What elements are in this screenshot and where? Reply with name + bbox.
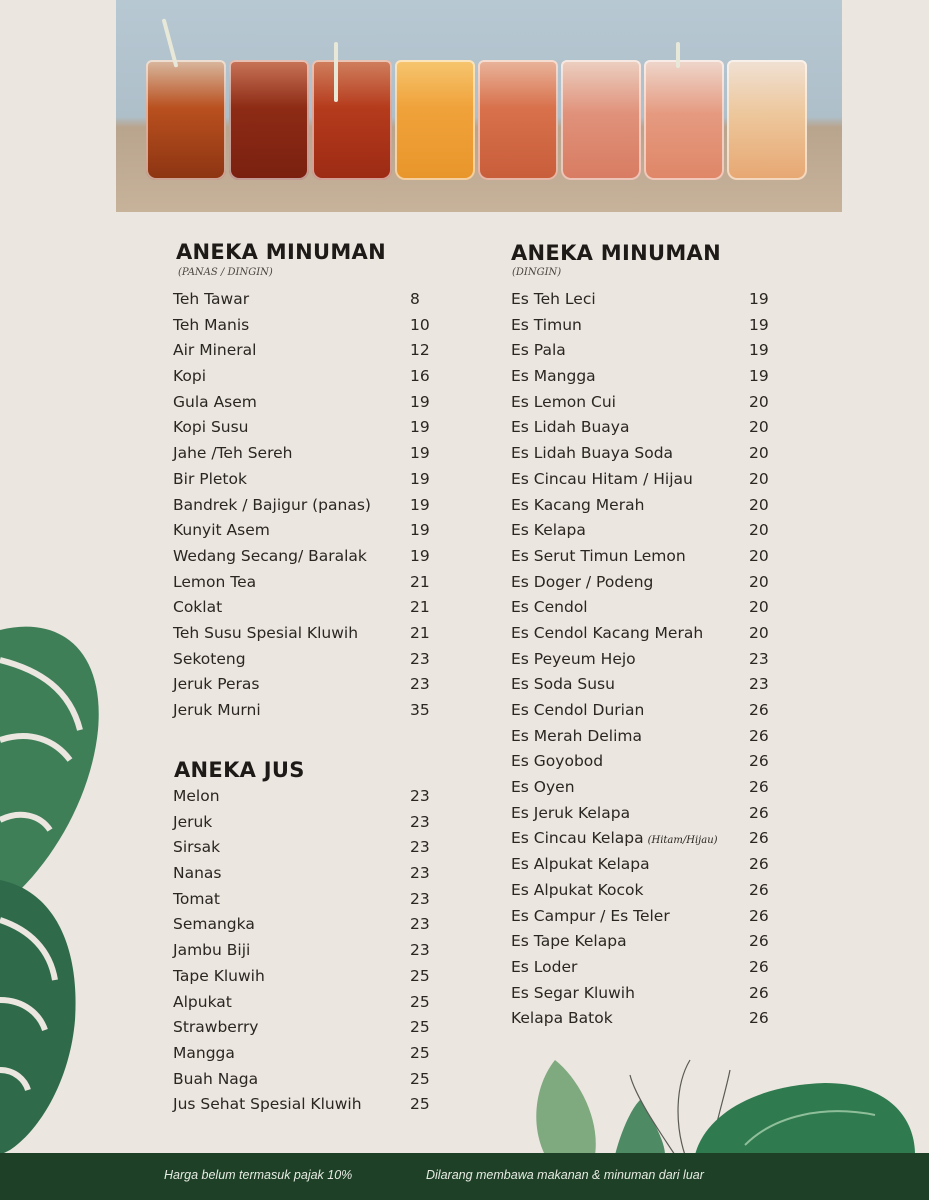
menu-item-name [173, 390, 257, 416]
menu-item-name [511, 441, 673, 467]
menu-item-name [511, 595, 588, 621]
menu-item [173, 441, 433, 467]
menu-item-name [173, 544, 367, 570]
menu-item [173, 1092, 433, 1118]
menu-item-name-text: Teh Susu Spesial Kluwih [173, 623, 359, 642]
menu-item-name [173, 698, 261, 724]
menu-item-price: 26 [749, 829, 769, 848]
menu-item-price: 21 [410, 623, 430, 642]
menu-item [511, 493, 776, 519]
menu-item-name-text: Jus Sehat Spesial Kluwih [173, 1095, 362, 1114]
menu-item-price: 25 [410, 1069, 430, 1088]
menu-item-price: 26 [749, 855, 769, 874]
glass-5 [478, 60, 558, 180]
menu-item-name [173, 912, 255, 938]
menu-item-name-text: Jahe /Teh Sereh [173, 444, 293, 463]
menu-item-name [511, 672, 615, 698]
menu-item [511, 647, 776, 673]
menu-item [511, 724, 776, 750]
menu-item-name [173, 647, 246, 673]
menu-item [173, 338, 433, 364]
menu-item [511, 621, 776, 647]
menu-item-price: 25 [410, 992, 430, 1011]
straw-2 [334, 42, 338, 102]
glass-4 [395, 60, 475, 180]
menu-item-price: 19 [410, 392, 430, 411]
menu-item [173, 544, 433, 570]
menu-item-price: 20 [749, 598, 769, 617]
menu-item-name-text: Es Jeruk Kelapa [511, 803, 631, 822]
menu-item-name-text: Es Lidah Buaya Soda [511, 444, 674, 463]
menu-item-name-text: Es Peyeum Hejo [511, 649, 636, 668]
menu-item [173, 964, 433, 990]
menu-item-price: 23 [410, 864, 430, 883]
menu-item-name-text: Es Soda Susu [511, 675, 615, 694]
footer-tax-note: Harga belum termasuk pajak 10% [164, 1168, 353, 1182]
glass-1 [146, 60, 226, 180]
menu-item-name-text: Sekoteng [173, 649, 246, 668]
menu-item-name-text: Es Segar Kluwih [511, 983, 635, 1002]
menu-item [173, 595, 433, 621]
menu-list-cold [511, 287, 776, 1032]
menu-item-name [173, 441, 292, 467]
menu-item-price: 20 [749, 392, 769, 411]
menu-item-name [173, 938, 250, 964]
section-subtitle-hot-cold: (PANAS / DINGIN) [178, 267, 273, 278]
menu-item-price: 23 [749, 649, 769, 668]
menu-item [511, 775, 776, 801]
menu-item-name [173, 861, 222, 887]
menu-item-name [511, 1006, 613, 1032]
menu-item-name-text: Mangga [173, 1043, 235, 1062]
menu-item-name-text: Es Kelapa [511, 521, 586, 540]
menu-item [511, 981, 776, 1007]
section-subtitle-cold: (DINGIN) [512, 267, 562, 278]
menu-item-name [173, 784, 220, 810]
menu-item [173, 364, 433, 390]
menu-item [511, 878, 776, 904]
menu-item-price: 23 [410, 915, 430, 934]
menu-list-juice [173, 784, 433, 1118]
menu-item-name-text: Semangka [173, 915, 255, 934]
menu-item-name-text: Bandrek / Bajigur (panas) [173, 495, 371, 514]
menu-item-name-text: Lemon Tea [173, 572, 257, 591]
menu-item [511, 415, 776, 441]
menu-item-name-text: Gula Asem [173, 392, 257, 411]
menu-item-name-text: Strawberry [173, 1018, 259, 1037]
menu-item-name [173, 415, 249, 441]
menu-item [173, 313, 433, 339]
menu-item-price: 26 [749, 726, 769, 745]
menu-item-name [511, 955, 577, 981]
menu-item-name [173, 887, 220, 913]
menu-item-price: 20 [749, 521, 769, 540]
menu-item-price: 19 [410, 546, 430, 565]
menu-item [511, 313, 776, 339]
tropical-leaves-bottom [525, 1055, 920, 1155]
menu-item-name-text: Es Cincau Hitam / Hijau [511, 469, 693, 488]
footer-bar [0, 1153, 929, 1200]
menu-item-name-text: Jeruk [173, 812, 213, 831]
menu-item-price: 10 [410, 315, 430, 334]
menu-item-price: 23 [410, 941, 430, 960]
menu-item-name [511, 775, 575, 801]
menu-item-price: 26 [749, 752, 769, 771]
menu-item-price: 19 [749, 290, 769, 308]
menu-item [511, 955, 776, 981]
menu-item-name [173, 964, 265, 990]
menu-item-name-text: Coklat [173, 598, 223, 617]
menu-item-name-text: Buah Naga [173, 1069, 259, 1088]
menu-item [173, 390, 433, 416]
menu-item-name-text: Teh Tawar [173, 290, 250, 308]
menu-item-name-text: Es Mangga [511, 367, 596, 386]
menu-item-name [511, 364, 596, 390]
menu-item-name [173, 672, 259, 698]
section-title-hot-cold: ANEKA MINUMAN [176, 240, 386, 264]
menu-item-name-text: Es Teh Leci [511, 290, 596, 308]
menu-item-name [511, 415, 629, 441]
menu-item-price: 20 [749, 444, 769, 463]
menu-item-name-text: Es Loder [511, 957, 578, 976]
menu-item-name-text: Nanas [173, 864, 222, 883]
menu-item-price: 19 [749, 341, 769, 360]
menu-item-name [173, 570, 256, 596]
menu-item [173, 887, 433, 913]
menu-item [173, 810, 433, 836]
menu-item-name [173, 1092, 362, 1118]
menu-item-price: 20 [749, 546, 769, 565]
menu-item-price: 23 [410, 838, 430, 857]
menu-item-name [511, 544, 686, 570]
menu-item-name-text: Kelapa Batok [511, 1009, 613, 1028]
menu-item-price: 19 [749, 315, 769, 334]
menu-item-price: 26 [749, 932, 769, 951]
menu-item [511, 467, 776, 493]
menu-item-price: 23 [410, 812, 430, 831]
menu-item-name [511, 467, 693, 493]
menu-item-price: 26 [749, 701, 769, 719]
menu-item-name [173, 287, 249, 313]
menu-item [173, 835, 433, 861]
menu-item-name [511, 929, 627, 955]
glass-2 [229, 60, 309, 180]
menu-item-price: 26 [749, 983, 769, 1002]
menu-item-name-text: Es Cincau Kelapa [511, 829, 644, 848]
menu-item-price: 20 [749, 495, 769, 514]
menu-item-price: 23 [410, 649, 430, 668]
menu-item-name [173, 835, 220, 861]
menu-item [173, 1067, 433, 1093]
menu-item-name-text: Es Pala [511, 341, 566, 360]
menu-item-name-text: Es Cendol Durian [511, 701, 645, 719]
menu-item-name-text: Wedang Secang/ Baralak [173, 546, 367, 565]
menu-item-name-text: Es Merah Delima [511, 726, 643, 745]
monstera-leaf-left [0, 620, 110, 1160]
menu-item-price: 23 [410, 675, 430, 694]
menu-item-name-text: Es Cendol Kacang Merah [511, 623, 704, 642]
menu-item-price: 8 [410, 290, 420, 308]
menu-item-name-text: Es Alpukat Kelapa [511, 855, 650, 874]
menu-item-name [173, 364, 206, 390]
menu-item-price: 19 [410, 521, 430, 540]
menu-item [511, 672, 776, 698]
menu-item-name [173, 493, 371, 519]
menu-item-name-text: Es Campur / Es Teler [511, 906, 670, 925]
menu-item-name-text: Jeruk Peras [173, 675, 260, 694]
menu-item-name [173, 595, 222, 621]
glass-8 [727, 60, 807, 180]
menu-item [173, 698, 433, 724]
menu-item-price: 19 [749, 367, 769, 386]
menu-item-name [173, 1041, 235, 1067]
menu-item [173, 647, 433, 673]
menu-item-price: 23 [410, 787, 430, 805]
menu-item-name [511, 981, 635, 1007]
menu-item [511, 287, 776, 313]
menu-item [511, 1006, 776, 1032]
menu-item-name-text: Melon [173, 787, 220, 805]
menu-item-name [173, 467, 247, 493]
menu-item-price: 23 [410, 889, 430, 908]
menu-item-name-text: Es Alpukat Kocok [511, 880, 644, 899]
menu-item [511, 338, 776, 364]
menu-item [173, 467, 433, 493]
menu-item-price: 12 [410, 341, 430, 360]
menu-item-name [511, 852, 650, 878]
menu-item-name [511, 493, 644, 519]
menu-item [173, 672, 433, 698]
menu-item-price: 26 [749, 880, 769, 899]
menu-item-price: 25 [410, 1043, 430, 1062]
menu-item-price: 19 [410, 418, 430, 437]
menu-item-name [173, 810, 212, 836]
menu-item-name-text: Jambu Biji [173, 941, 251, 960]
menu-item-price: 20 [749, 418, 769, 437]
glass-7 [644, 60, 724, 180]
menu-item-price: 25 [410, 966, 430, 985]
menu-item-name [511, 390, 616, 416]
menu-item [173, 1015, 433, 1041]
menu-item-name [511, 621, 703, 647]
menu-item-name-text: Kunyit Asem [173, 521, 270, 540]
menu-item-price: 26 [749, 803, 769, 822]
menu-item-name [511, 826, 718, 854]
menu-item [173, 861, 433, 887]
menu-item-name-text: Es Kacang Merah [511, 495, 645, 514]
menu-item-name [173, 338, 256, 364]
menu-item-name-text: Es Lemon Cui [511, 392, 616, 411]
menu-item-price: 26 [749, 906, 769, 925]
menu-item-name [173, 518, 270, 544]
menu-item-name-text: Bir Pletok [173, 469, 247, 488]
menu-item [511, 441, 776, 467]
section-title-cold: ANEKA MINUMAN [511, 241, 721, 265]
menu-item-price: 26 [749, 957, 769, 976]
menu-item [511, 698, 776, 724]
menu-item-price: 25 [410, 1095, 430, 1114]
glass-3 [312, 60, 392, 180]
menu-item-name-text: Es Doger / Podeng [511, 572, 654, 591]
section-title-juice: ANEKA JUS [174, 758, 305, 782]
menu-item-price: 26 [749, 1009, 769, 1028]
menu-item-price: 19 [410, 495, 430, 514]
straw-3 [676, 42, 680, 68]
menu-item [511, 544, 776, 570]
menu-item-name-text: Kopi [173, 367, 207, 386]
menu-item-name [511, 698, 644, 724]
menu-item [511, 595, 776, 621]
menu-item-price: 25 [410, 1018, 430, 1037]
menu-item-price: 21 [410, 572, 430, 591]
menu-item-name-text: Es Lidah Buaya [511, 418, 630, 437]
menu-item-name-text: Air Mineral [173, 341, 257, 360]
menu-item [173, 287, 433, 313]
menu-item-name [173, 1015, 259, 1041]
menu-item-name-text: Es Tape Kelapa [511, 932, 627, 951]
menu-item-note: (Hitam/Hijau) [647, 835, 718, 847]
menu-item-name [511, 338, 566, 364]
menu-item-name-text: Teh Manis [173, 315, 250, 334]
menu-item [173, 415, 433, 441]
menu-item [511, 852, 776, 878]
menu-item-name [511, 287, 596, 313]
menu-item [173, 784, 433, 810]
menu-item-name [173, 313, 249, 339]
menu-item-name-text: Kopi Susu [173, 418, 249, 437]
menu-item-name-text: Jeruk Murni [173, 701, 261, 719]
menu-item-name-text: Es Timun [511, 315, 582, 334]
menu-item-price: 19 [410, 444, 430, 463]
menu-item [173, 570, 433, 596]
menu-item-price: 20 [749, 623, 769, 642]
menu-item [511, 929, 776, 955]
menu-item [173, 938, 433, 964]
menu-item-name [173, 621, 358, 647]
menu-item-price: 16 [410, 367, 430, 386]
menu-item-price: 19 [410, 469, 430, 488]
menu-item-name [511, 801, 630, 827]
menu-item-price: 21 [410, 598, 430, 617]
menu-item-name-text: Alpukat [173, 992, 232, 1011]
menu-item-name [173, 990, 232, 1016]
menu-item-name [511, 878, 643, 904]
menu-item-price: 35 [410, 701, 430, 719]
menu-item-price: 20 [749, 469, 769, 488]
menu-item-price: 20 [749, 572, 769, 591]
menu-item-name-text: Es Oyen [511, 778, 575, 797]
menu-item-price: 26 [749, 778, 769, 797]
menu-item [511, 518, 776, 544]
menu-item [173, 1041, 433, 1067]
menu-list-hot-cold [173, 287, 433, 724]
menu-item-name [511, 647, 636, 673]
menu-item-name [511, 313, 582, 339]
menu-item [511, 390, 776, 416]
menu-item-name-text: Es Serut Timun Lemon [511, 546, 686, 565]
menu-item-price: 23 [749, 675, 769, 694]
menu-item [173, 518, 433, 544]
footer-outside-food-note: Dilarang membawa makanan & minuman dari luar [426, 1168, 704, 1182]
menu-item-name-text: Es Goyobod [511, 752, 604, 771]
menu-item [173, 621, 433, 647]
menu-item-name [511, 724, 642, 750]
menu-item-name [511, 518, 586, 544]
menu-item-name [511, 904, 670, 930]
menu-item [173, 912, 433, 938]
menu-item [511, 364, 776, 390]
menu-item-name [511, 570, 653, 596]
glass-6 [561, 60, 641, 180]
menu-item-name-text: Tomat [173, 889, 220, 908]
menu-item-name [173, 1067, 258, 1093]
menu-item-name-text: Sirsak [173, 838, 221, 857]
menu-item-name-text: Tape Kluwih [173, 966, 265, 985]
menu-item [511, 826, 776, 852]
menu-item [511, 801, 776, 827]
menu-item [173, 990, 433, 1016]
menu-item [511, 904, 776, 930]
menu-item-name-text: Es Cendol [511, 598, 588, 617]
menu-item-name [511, 749, 603, 775]
header-drinks-photo [116, 0, 842, 212]
menu-item [511, 749, 776, 775]
menu-item [173, 493, 433, 519]
menu-item [511, 570, 776, 596]
